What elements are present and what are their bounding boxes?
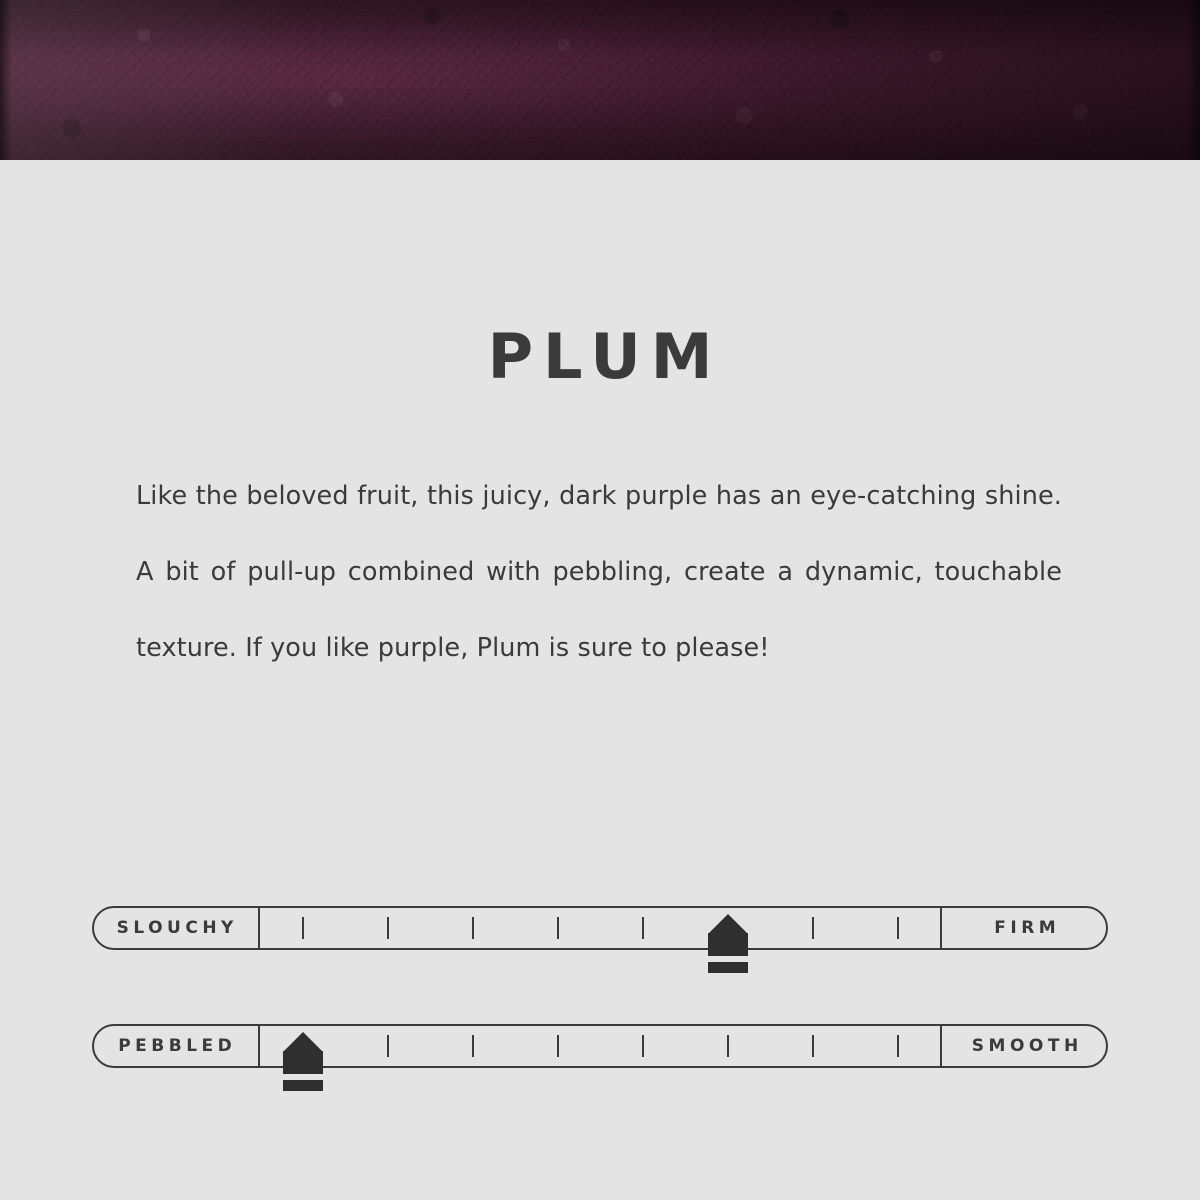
- scale-tick: [727, 1035, 729, 1057]
- scale-tick: [557, 1035, 559, 1057]
- scale-ticks: [260, 906, 940, 950]
- scale-tick: [302, 917, 304, 939]
- scale-tick: [642, 917, 644, 939]
- swatch-right-shadow: [1186, 0, 1200, 160]
- scale-marker-texture: [283, 1032, 323, 1094]
- swatch-left-shadow: [0, 0, 12, 160]
- scale-tick: [557, 917, 559, 939]
- marker-base: [283, 1080, 323, 1091]
- scale-ticks: [260, 1024, 940, 1068]
- marker-head-icon: [708, 914, 748, 934]
- marker-base: [708, 962, 748, 973]
- scale-right-label: FIRM: [940, 906, 1108, 950]
- attribute-scales: [92, 906, 1108, 1142]
- marker-head-icon: [283, 1032, 323, 1052]
- plum-leather-swatch: [0, 0, 1200, 160]
- page-title: PLUM: [487, 319, 723, 393]
- scale-left-label: SLOUCHY: [92, 906, 260, 950]
- scale-tick: [812, 917, 814, 939]
- scale-tick: [387, 917, 389, 939]
- scale-tick: [387, 1035, 389, 1057]
- marker-body: [283, 1051, 323, 1074]
- scale-texture: [92, 1024, 1108, 1068]
- scale-tick: [897, 1035, 899, 1057]
- scale-tick: [472, 917, 474, 939]
- scale-left-label: PEBBLED: [92, 1024, 260, 1068]
- scale-right-label: SMOOTH: [940, 1024, 1108, 1068]
- color-description: Like the beloved fruit, this juicy, dark purple has an eye-catching shine. A bit of pull-up combined with pebbling, create a dynamic, touchable texture. If you like purple, Plum is sure to please!: [136, 480, 1062, 663]
- scale-tick: [642, 1035, 644, 1057]
- scale-tick: [897, 917, 899, 939]
- scale-tick: [812, 1035, 814, 1057]
- scale-structure: [92, 906, 1108, 950]
- scale-tick: [472, 1035, 474, 1057]
- marker-body: [708, 933, 748, 956]
- leather-sheen-overlay: [0, 0, 1200, 160]
- scale-marker-structure: [708, 914, 748, 976]
